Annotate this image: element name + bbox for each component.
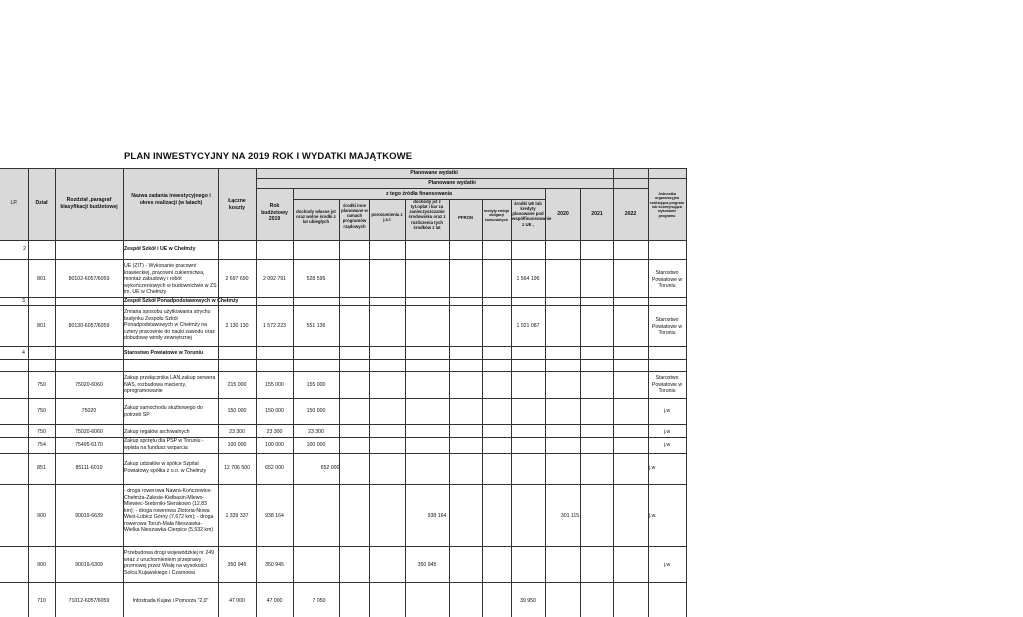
header-planowane-1: Planowane wydatki	[410, 170, 458, 176]
grid-line	[0, 453, 686, 454]
row-koszty: 12 706 500	[224, 465, 250, 471]
row-dochody: 528 595	[306, 276, 326, 282]
row-lp: 3	[22, 298, 25, 304]
row-dochody: 652 000	[320, 465, 340, 471]
section-title: Starostwo Powiatowe w Toruniu	[124, 350, 204, 356]
row-rok: 155 000	[265, 382, 284, 388]
row-rok: 1 572 223	[262, 323, 287, 329]
grid-line	[0, 259, 686, 260]
row-rozdzial: 80102-6057/6059	[68, 276, 110, 282]
row-rok: 100 000	[265, 442, 284, 448]
header-pfron: PFRON	[457, 215, 474, 220]
grid-line	[0, 168, 686, 169]
row-rozdzial: 71012-6057/6059	[68, 598, 110, 604]
grid-line	[686, 168, 687, 617]
row-rozdzial: 90019-6309	[75, 562, 103, 568]
row-ue: 39 950	[520, 598, 536, 604]
row-dochody: 7 050	[312, 598, 326, 604]
row-nazwa: Zakup przełącznika LAN,zakup serwera NAS, rozbudowa macierzy, oprogramowanie	[124, 375, 216, 394]
row-dzial: 851	[37, 465, 46, 471]
header-koszty: Łączne koszty	[228, 198, 246, 211]
header-jednostka: Jednostka organizacyjna realizująca program lub koordynująca wykonanie programu	[650, 192, 684, 218]
row-lp: 4	[22, 350, 25, 356]
grid-line	[0, 297, 686, 298]
row-koszty: 1 339 337	[225, 513, 249, 519]
grid-line	[369, 199, 370, 617]
row-dzial: 750	[37, 382, 46, 388]
row-koszty: 100 000	[227, 442, 247, 448]
grid-line	[0, 305, 686, 306]
row-koszty: 23 300	[229, 429, 245, 435]
grid-line	[123, 168, 124, 617]
header-dochody: dochody własne jst oraz wolne środki z lat ubiegłych	[296, 209, 336, 225]
row-rok: 47 000	[266, 598, 283, 604]
row-jednostka: j.w.	[649, 513, 657, 519]
row-dochody: 100 000	[306, 442, 326, 448]
header-rok: Rok budżetowy 2019	[261, 203, 288, 222]
row-rok: 2 092 791	[262, 276, 287, 282]
header-dzial: Dział	[35, 200, 48, 206]
row-jednostka: j.w	[663, 442, 671, 448]
grid-line	[0, 371, 686, 372]
row-jednostka: Starostwo Powiatowe w Toruniu	[651, 317, 683, 336]
row-jednostka: j.w	[663, 562, 671, 568]
row-dochody: 23 300	[308, 429, 324, 435]
row-nazwa: Infostrada Kujaw i Pomorza "2,0"	[132, 598, 209, 604]
row-dzial: 801	[37, 323, 46, 329]
row-rok: 938 164	[265, 513, 284, 519]
row-koszty: 47 000	[229, 598, 245, 604]
grid-line	[0, 424, 686, 425]
grid-line	[0, 398, 686, 399]
row-rozdzial: 75495-6170	[75, 442, 103, 448]
page-title: PLAN INWESTYCYJNY NA 2019 ROK I WYDATKI MAJĄTKOWE	[124, 151, 413, 162]
grid-line	[580, 188, 581, 617]
row-rok: 350 945	[265, 562, 284, 568]
header-porozumienia: porozumienia z j.s.t	[371, 212, 403, 223]
row-ue: 1 021 087	[516, 323, 540, 329]
row-dzial: 750	[37, 408, 46, 414]
row-rozdzial: 90019-6639	[75, 513, 103, 519]
row-nazwa: Zakup sprzętu dla PSP w Toruniu - wpłata na fundusz wsparcia	[124, 438, 204, 451]
row-koszty: 350 945	[227, 562, 247, 568]
grid-line	[511, 199, 512, 617]
row-ue: 1 564 196	[516, 276, 540, 282]
row-rozdzial: 75020-6060	[75, 429, 103, 435]
header-planowane-2: Planowane wydatki	[428, 180, 476, 186]
row-nazwa: Zakup regałów archiwalnych	[124, 429, 190, 435]
section-title: Zespół Szkół i UE w Chełmży	[124, 246, 196, 252]
grid-line	[0, 240, 686, 241]
row-jednostka: j.w	[649, 465, 656, 471]
grid-line	[405, 199, 406, 617]
row-dochody: 150 000	[306, 408, 326, 414]
grid-line	[293, 188, 294, 617]
header-2021: 2021	[591, 211, 603, 217]
grid-line	[0, 346, 686, 347]
row-jednostka: Starostwo Powiatowe w Toruniu	[651, 270, 683, 289]
row-koszty: 2 130 130	[225, 323, 249, 329]
row-koszty: 215 000	[227, 382, 247, 388]
header-dochody-2: dochody jst z tyt.opłat i kar za zanieczyszczanie środowiska oraz z rozliczenia tych środków z lat	[408, 199, 446, 230]
row-dochody-2: 350 945	[417, 562, 437, 568]
row-jednostka: j.w	[663, 429, 671, 435]
grid-line	[218, 168, 219, 617]
header-nazwa: Nazwa zadania inwestycyjnego i okres realizacji (w latach)	[131, 193, 211, 206]
row-rozdzial: 85111-6010	[75, 465, 103, 471]
grid-line	[449, 199, 450, 617]
grid-line	[545, 188, 546, 617]
grid-line	[293, 199, 545, 200]
header-rozdzial: Rozdział ,paragraf klasyfikacji budżetowej	[60, 197, 118, 210]
row-dochody-2: 938 164	[427, 513, 447, 519]
row-nazwa: Przebudowa drogi wojewódzkiej nr 249 wraz z uruchomieniem przeprawy promowej przez Wisłę na wysokości Solca Kujawskiego i Czarnowa	[124, 550, 214, 576]
row-dzial: 801	[37, 276, 46, 282]
header-srodki-ue: środki UE lub kredyty planowane pod współfinansowanie z UE ,	[512, 201, 552, 227]
row-nazwa: Zakup samochodu służbowego do potrzeb SP	[124, 405, 203, 418]
row-nazwa: Zmiana sposobu użytkowania strychu budynku Zespołu Szkół Ponadpodstawowych w Chełmży na cztery pracownie do nauki zawodu oraz dobudowę windy zewnętrznej	[124, 309, 215, 341]
grid-line	[28, 168, 29, 617]
grid-line	[0, 359, 686, 360]
row-rozdzial: 75020-6060	[75, 382, 103, 388]
grid-line	[0, 437, 686, 438]
grid-line	[613, 168, 614, 617]
grid-line	[0, 484, 686, 485]
grid-line	[256, 178, 686, 179]
row-jednostka: j.w	[663, 408, 671, 414]
row-nazwa: Zakup udziałów w spółce Szpital Powiatowy spółka z o.o. w Chełmży	[124, 461, 207, 474]
row-dzial: 754	[37, 442, 46, 448]
header-lp: LP.	[10, 200, 18, 206]
row-nazwa: - droga rowerowa Nawra-Kończewice-Chełmża-Zalesie-Kiełbasin-Mlewo-Mlewiec-Srebrniki-Sierakowo (12,83 km); - droga rowerowa Złotoria-Nowa Wieś-Lubicz Górny (7,672 km); - droga rowerowa Toruń-Mała Nieszawka- Wielka Nieszawka-Cierpice (5,532 km)	[124, 488, 214, 533]
header-kredyty: kredyty emisja obligacji komunalnych	[484, 209, 509, 222]
row-nazwa: UE (ZIT) - Wykonanie pracowni krawieckiej, pracowni cukiernictwa, montaż zabudowy i robót wykończeniowych w budownictwie w ZS im. UE w Chełmży	[124, 263, 217, 295]
header-zrodla: z tego źródła finansowania	[385, 191, 452, 197]
row-koszty: 150 000	[227, 408, 247, 414]
row-rok: 150 000	[265, 408, 284, 414]
row-lp: 2	[23, 246, 26, 252]
grid-line	[256, 168, 257, 617]
row-dzial: 900	[37, 513, 46, 519]
row-rok: 652 000	[265, 465, 284, 471]
grid-line	[55, 168, 56, 617]
row-rozdzial: 80130-6057/6059	[68, 323, 110, 329]
row-rok: 23 300	[266, 429, 283, 435]
row-rozdzial: 75020	[81, 408, 97, 414]
grid-line	[0, 546, 686, 547]
grid-line	[482, 199, 483, 617]
row-jednostka: Starostwo Powiatowe w Toruniu	[651, 375, 683, 394]
row-dochody: 155 000	[306, 382, 326, 388]
section-title: Zespół Szkół Ponadpodstawowych w Chełmży	[124, 298, 239, 304]
grid-line	[339, 199, 340, 617]
header-2020: 2020	[557, 211, 569, 217]
row-koszty: 2 697 690	[225, 276, 249, 282]
row-dzial: 750	[37, 429, 46, 435]
row-2020: 301 115	[560, 513, 580, 519]
grid-line	[0, 582, 686, 583]
row-dzial: 900	[37, 562, 46, 568]
row-dochody: 551 136	[306, 323, 326, 329]
header-2022: 2022	[624, 211, 637, 217]
row-dzial: 710	[37, 598, 46, 604]
header-srodki-inne: środki inne planowane w ramach programów rządowych	[341, 203, 368, 229]
grid-line	[256, 188, 648, 189]
grid-line	[648, 168, 649, 617]
